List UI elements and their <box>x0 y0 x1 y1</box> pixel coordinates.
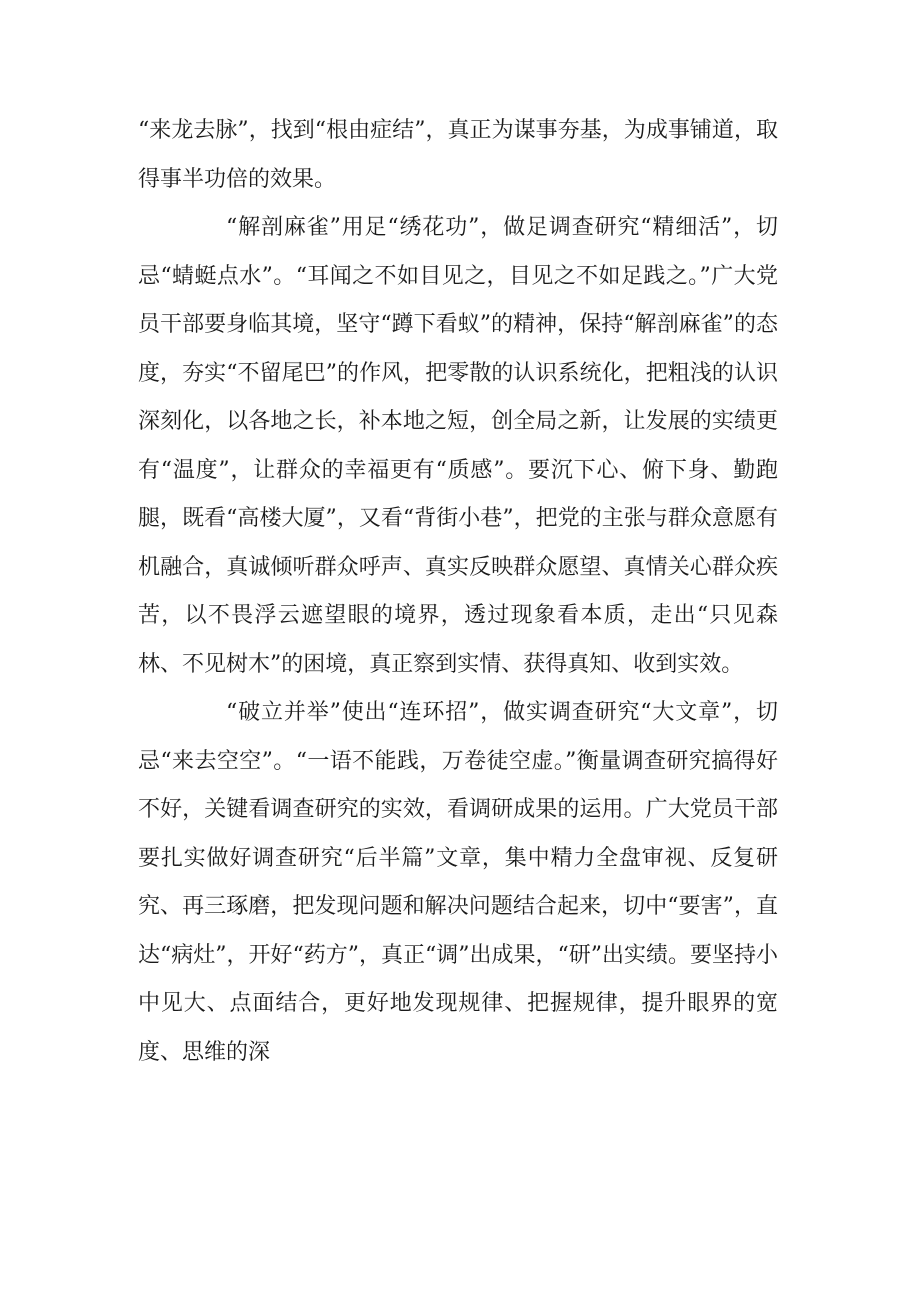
paragraph-continuation: “来龙去脉”，找到“根由症结”，真正为谋事夯基，为成事铺道，取得事半功倍的效果。 <box>138 118 778 192</box>
paragraph-dissect-sparrow: “解剖麻雀”用足“绣花功”，做足调查研究“精细活”，切忌“蜻蜓点水”。“耳闻之不如目见之，目见之不如足践之。”广大党员干部要身临其境，坚守“蹲下看蚁”的精神，保持“解剖麻雀”的态度，夯实“不留尾巴”的作风，把零散的认识系统化，把粗浅的认识深刻化，以各地之长，补本地之短，创全局之新，让发展的实绩更有“温度”，让群众的幸福更有“质感”。要沉下心、俯下身、勤跑腿，既看“高楼大厦”，又看“背街小巷”，把党的主张与群众意愿有机融合，真诚倾听群众呼声、真实反映群众愿望、真情关心群众疾苦，以不畏浮云遮望眼的境界，透过现象看本质，走出“只见森林、不见树木”的困境，真正察到实情、获得真知、收到实效。 <box>138 215 778 677</box>
document-body <box>138 107 778 1077</box>
paragraph-break-and-build: “破立并举”使出“连环招”，做实调查研究“大文章”，切忌“来去空空”。“一语不能践，万卷徒空虚。”衡量调查研究搞得好不好，关键看调查研究的实效，看调研成果的运用。广大党员干部要扎实做好调查研究“后半篇”文章，集中精力全盘审视、反复研究、再三琢磨，把发现问题和解决问题结合起来，切中“要害”，直达“病灶”，开好“药方”，真正“调”出成果，“研”出实绩。要坚持小中见大、点面结合，更好地发现规律、把握规律，提升眼界的宽度、思维的深 <box>138 700 778 1065</box>
